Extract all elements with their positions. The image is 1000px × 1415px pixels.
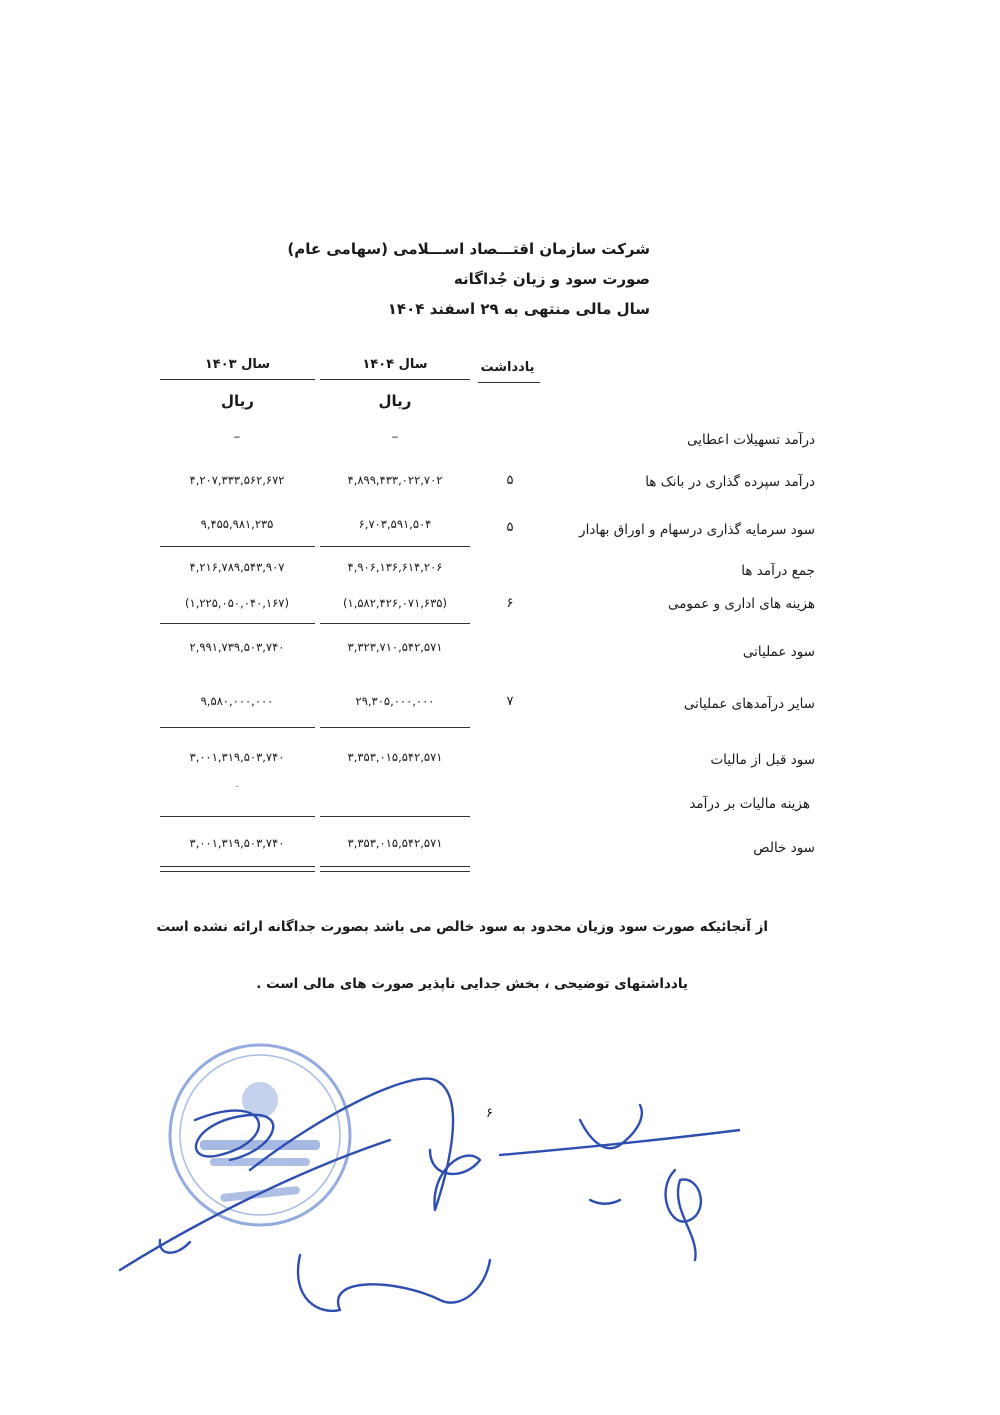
footer-note: از آنجائیکه صورت سود وزیان محدود به سود خالص می باشد بصورت جداگانه ارائه نشده است xyxy=(156,919,768,935)
row-note: ۶ xyxy=(506,596,514,611)
subtotal-rule xyxy=(320,727,470,728)
row-prior-value: ۹,۵۸۰,۰۰۰,۰۰۰ xyxy=(200,694,274,708)
subtotal-rule xyxy=(320,546,470,547)
row-note: ۵ xyxy=(506,520,514,535)
current-year-unit: ریال xyxy=(378,392,412,410)
row-current-value: ۳,۳۵۳,۰۱۵,۵۴۲,۵۷۱ xyxy=(347,836,443,850)
current-year-header: سال ۱۴۰۴ xyxy=(362,357,428,372)
row-label: سود قبل از مالیات xyxy=(710,752,815,768)
row-note: ۵ xyxy=(506,473,514,488)
total-double-rule xyxy=(320,866,470,872)
row-label: درآمد سپرده گذاری در بانک ها xyxy=(645,474,815,490)
subtotal-rule xyxy=(320,816,470,817)
row-prior-value: ۳,۰۰۱,۳۱۹,۵۰۳,۷۴۰ xyxy=(189,750,285,764)
row-label: سود خالص xyxy=(753,840,815,856)
subtotal-rule xyxy=(160,816,315,817)
row-current-value: (۱,۵۸۲,۴۲۶,۰۷۱,۶۳۵) xyxy=(343,596,447,610)
prior-year-rule xyxy=(160,379,315,380)
row-current-value: ۶,۷۰۳,۵۹۱,۵۰۴ xyxy=(358,517,432,531)
row-prior-value: ۴,۲۱۶,۷۸۹,۵۴۳,۹۰۷ xyxy=(189,560,285,574)
note-column-header: یادداشت xyxy=(480,360,535,375)
row-prior-value: ۳,۰۰۱,۳۱۹,۵۰۳,۷۴۰ xyxy=(189,836,285,850)
row-current-value: ۳,۳۲۳,۷۱۰,۵۴۲,۵۷۱ xyxy=(347,640,443,654)
row-label: جمع درآمد ها xyxy=(741,563,815,579)
row-note: ۷ xyxy=(506,694,514,709)
row-label: هزینه مالیات بر درآمد xyxy=(689,796,810,812)
row-prior-value: _ xyxy=(233,424,241,438)
row-prior-value: (۱,۲۲۵,۰۵۰,۰۴۰,۱۶۷) xyxy=(185,596,289,610)
subtotal-rule xyxy=(320,623,470,624)
row-prior-value: ۲,۹۹۱,۷۳۹,۵۰۳,۷۴۰ xyxy=(189,640,285,654)
current-year-rule xyxy=(320,379,470,380)
subtotal-rule xyxy=(160,546,315,547)
statement-title: صورت سود و زیان جُداگانه xyxy=(453,270,650,288)
subtotal-rule xyxy=(160,727,315,728)
page-number: ۶ xyxy=(486,1106,493,1121)
footer-statement: یادداشتهای توضیحی ، بخش جدایی ناپذیر صورت های مالی است . xyxy=(256,976,688,992)
row-current-value: ۳,۳۵۳,۰۱۵,۵۴۲,۵۷۱ xyxy=(347,750,443,764)
note-header-rule xyxy=(478,382,540,383)
row-current-value: ۲۹,۳۰۵,۰۰۰,۰۰۰ xyxy=(355,694,435,708)
row-current-value: ۴,۹۰۶,۱۳۶,۶۱۴,۲۰۶ xyxy=(347,560,443,574)
row-label: سود سرمایه گذاری درسهام و اوراق بهادار xyxy=(579,522,815,538)
row-label: درآمد تسهیلات اعطایی xyxy=(686,432,815,448)
subtotal-rule xyxy=(160,623,315,624)
row-label: سود عملیاتی xyxy=(742,644,815,660)
row-label: هزینه های اداری و عمومی xyxy=(667,596,815,612)
prior-year-header: سال ۱۴۰۳ xyxy=(204,357,271,372)
row-current-value: _ xyxy=(391,424,399,438)
prior-year-unit: ریال xyxy=(221,392,254,410)
row-label: سایر درآمدهای عملیاتی xyxy=(683,696,815,712)
row-current-value: ۴,۸۹۹,۴۳۳,۰۲۲,۷۰۲ xyxy=(347,473,443,487)
company-name: شرکت سازمان اقتـــصاد اســـلامی (سهامی عام) xyxy=(287,240,650,258)
total-double-rule xyxy=(160,866,315,872)
fiscal-period: سال مالی منتهی به ۲۹ اسفند ۱۴۰۴ xyxy=(387,300,650,318)
signatures-graphic xyxy=(100,1060,740,1340)
row-prior-value: ۰ xyxy=(234,782,240,792)
row-prior-value: ۴,۲۰۷,۳۳۳,۵۶۲,۶۷۲ xyxy=(189,473,285,487)
row-prior-value: ۹,۴۵۵,۹۸۱,۲۳۵ xyxy=(200,517,274,531)
